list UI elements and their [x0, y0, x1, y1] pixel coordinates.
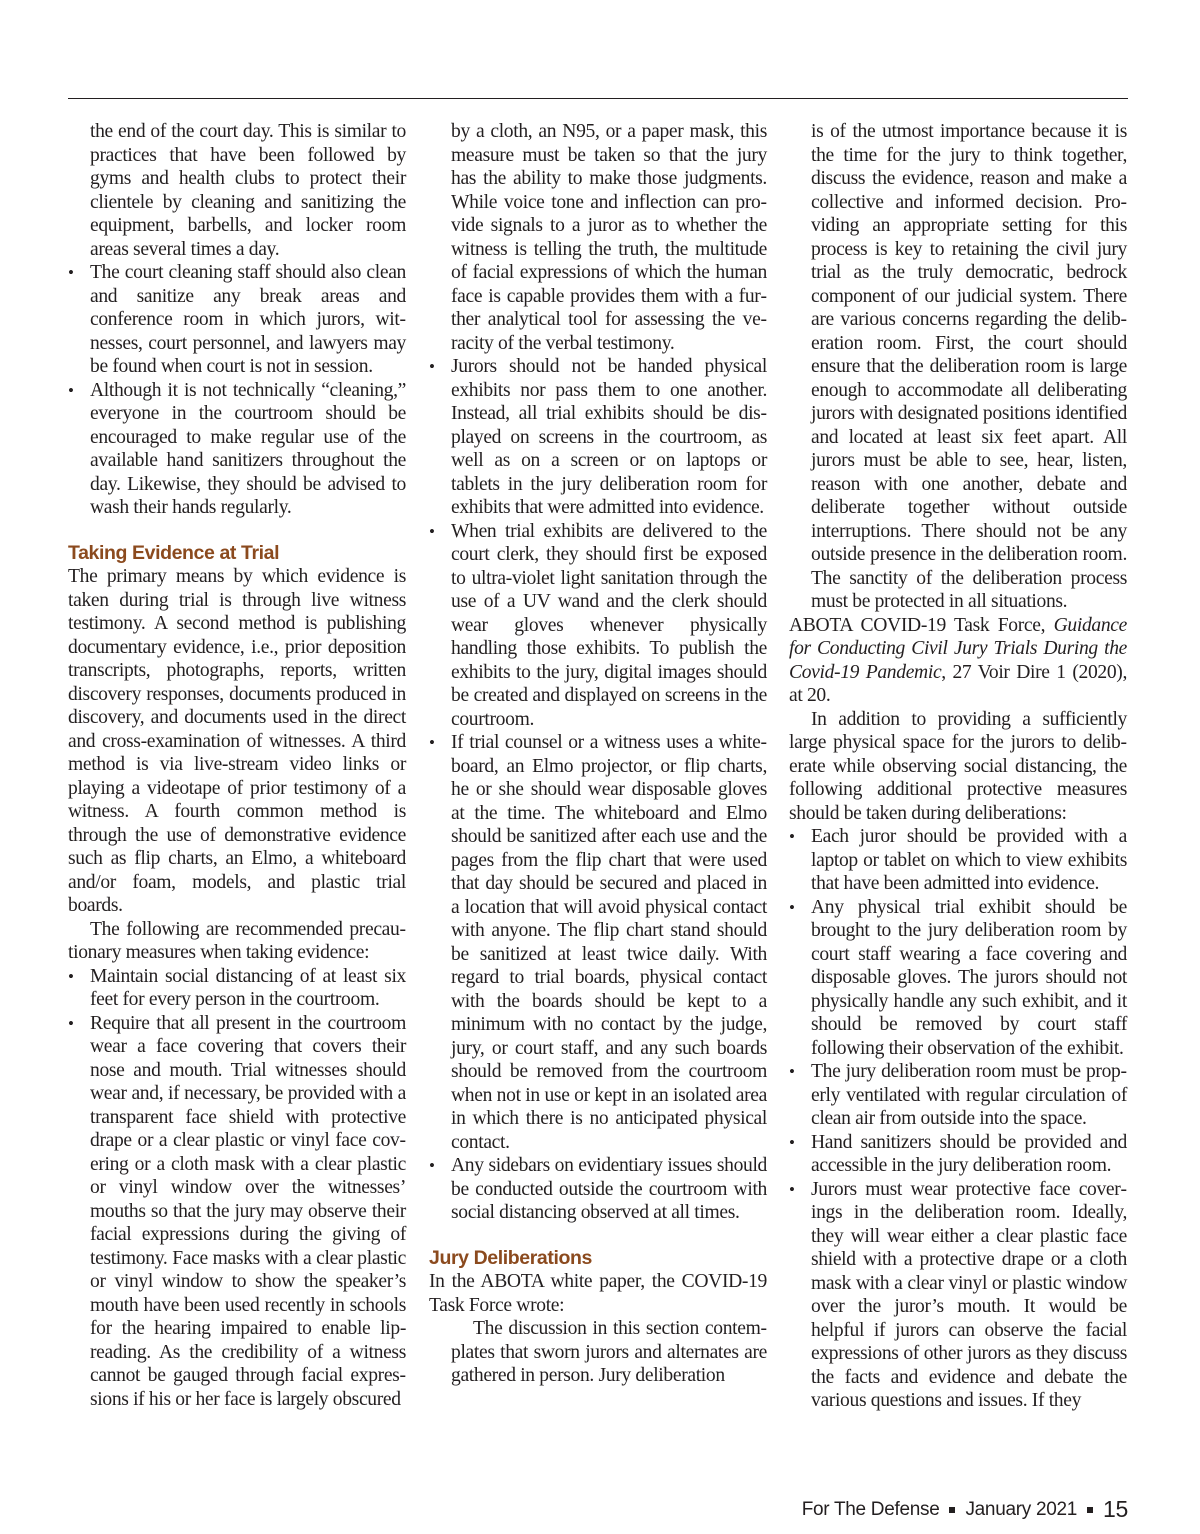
list-item: • The jury deliberation room must be properly ventilated with regular circulation of clean air from outside into the space. — [789, 1060, 1127, 1131]
issue-date: January 2021 — [965, 1498, 1078, 1520]
column-3 — [789, 120, 1127, 1413]
list-item: • Jurors should not be handed physical exhibits nor pass them to one another. Instead, all trial exhibits should be displayed on screens in the courtroom, as well as on a screen or on laptops or tablets in the jury deliberation room for exhibits that were admitted into evidence. — [429, 355, 767, 520]
citation — [789, 614, 1127, 708]
list-item: • Require that all present in the courtroom wear a face covering that covers their nose and mouth. Trial witnesses should wear and, if necessary, be provided with a transparent face shield with protective drape or a clear plastic or vinyl face covering or a cloth mask with a clear plastic or vinyl window over the witnesses’ mouths so that the jury may observe their facial expressions during the giving of testimony. Face masks with a clear plastic or vinyl window to show the speaker’s mouth have been used recently in schools for the hearing impaired to enable lip-reading. As the credibility of a witness cannot be gauged through facial expressions if his or her face is largely obscured — [68, 1012, 406, 1412]
header-rule — [68, 98, 1128, 99]
paragraph: The following are recommended precautionary measures when taking evidence: — [68, 918, 406, 963]
block-quote-continued: is of the utmost importance because it is the time for the jury to think together, discuss the evidence, reason and make a collective and informed decision. Providing an appropriate setting for this process is key to retaining the civil jury trial as the truly democratic, bedrock component of our judicial system. There are various concerns regarding the deliberation room. First, the court should ensure that the deliberation room is large enough to accommodate all deliberating jurors with designated positions identified and located at least six feet apart. All jurors must be able to see, hear, listen, reason with one another, debate and deliberate together without outside interruptions. There should not be any outside presence in the deliberation room. The sanctity of the deliberation process must be protected in all situations. — [811, 121, 1127, 612]
exhibit-bullet-list — [429, 355, 767, 1225]
separator-square-icon — [949, 1507, 955, 1513]
list-item: • Each juror should be provided with a laptop or tablet on which to view exhibits that have been admitted into evidence. — [789, 825, 1127, 896]
block-quote: The discussion in this section contemplates that sworn jurors and alternates are gathered in person. Jury deliberation — [451, 1318, 767, 1386]
list-item: • If trial counsel or a witness uses a whiteboard, an Elmo projector, or flip charts, he or she should wear disposable gloves at the time. The whiteboard and Elmo should be sanitized after each use and the pages from the flip chart that were used that day should be secured and placed in a location that will avoid physical contact with anyone. The flip chart stand should be sanitized at least twice daily. With regard to trial boards, physical contact with the boards should be kept to a minimum with no contact by the judge, jury, or court staff, and any such boards should be removed from the courtroom when not in use or kept in an isolated area in which there is no anticipated physical contact. — [429, 731, 767, 1154]
list-item: • The court cleaning staff should also clean and sanitize any break areas and conference room in which jurors, witnesses, court personnel, and lawyers may be found when court is not in session. — [68, 261, 406, 379]
list-item: • Any sidebars on evidentiary issues should be conducted outside the courtroom with social distancing observed at all times. — [429, 1154, 767, 1225]
continued-bullet-text: by a cloth, an N95, or a paper mask, this measure must be taken so that the jury has the ability to make those judgments. While voice tone and inflection can provide signals to a juror as to whether the witness is telling the truth, the multitude of facial expressions of which the human face is capable provides them with a further analytical tool for assessing the veracity of the verbal testimony. — [451, 121, 767, 354]
deliberation-bullet-list — [789, 825, 1127, 1413]
cleaning-bullet-list — [68, 261, 406, 520]
citation-author: ABOTA COVID-19 Task Force, — [789, 614, 1054, 636]
continued-bullet-text: the end of the court day. This is similar to practices that have been followed by gyms and health clubs to protect their clientele by cleaning and sanitizing the equipment, barbells, and locker room areas several times a day. — [90, 121, 406, 260]
page-number: 15 — [1103, 1496, 1128, 1522]
section-heading-jury-deliberations: Jury Deliberations — [429, 1246, 592, 1269]
column-2 — [429, 120, 767, 1388]
citation-title: Guidance for Conducting Civil Jury Trials During the Covid-19 Pandemic — [789, 614, 1127, 683]
paragraph: In addition to providing a sufficiently large physical space for the jurors to deliberate while observing social distancing, the following additional protective measures should be taken during deliberations: — [789, 708, 1127, 824]
separator-square-icon — [1087, 1507, 1093, 1513]
citation-source: , 27 Voir Dire 1 (2020), at 20. — [789, 661, 1128, 706]
evidence-bullet-list — [68, 965, 406, 1412]
paragraph: In the ABOTA white paper, the COVID-19 Task Force wrote: — [429, 1271, 767, 1316]
page-footer — [802, 1496, 1128, 1523]
list-item: • Although it is not technically “cleaning,” everyone in the courtroom should be encouraged to make regular use of the available hand sanitizers throughout the day. Likewise, they should be advised to wash their hands regularly. — [68, 379, 406, 520]
column-1 — [68, 120, 406, 1411]
paragraph: The primary means by which evidence is taken during trial is through live witness testimony. A second method is publishing documentary evidence, i.e., prior deposition transcripts, photographs, reports, written discovery responses, documents produced in discovery, and documents used in the direct and cross-examination of witnesses. A third method is via live-stream video links or playing a videotape of prior testimony of a witness. A fourth common method is through the use of demonstrative evidence such as flip charts, an Elmo, a whiteboard and/or foam, models, and plastic trial boards. — [68, 566, 406, 916]
section-heading-taking-evidence: Taking Evidence at Trial — [68, 541, 280, 564]
list-item: • Any physical trial exhibit should be brought to the jury deliberation room by court staff wearing a face covering and disposable gloves. The jurors should not physically handle any such exhibit, and it should be removed by court staff following their observation of the exhibit. — [789, 896, 1127, 1061]
list-item: • When trial exhibits are delivered to the court clerk, they should first be exposed to ultra-violet light sanitation through the use of a UV wand and the clerk should wear gloves whenever physically handling those exhibits. To publish the exhibits to the jury, digital images should be created and displayed on screens in the courtroom. — [429, 520, 767, 732]
publication-name: For The Defense — [801, 1498, 940, 1520]
list-item: • Hand sanitizers should be provided and accessible in the jury deliberation room. — [789, 1131, 1127, 1178]
list-item: • Maintain social distancing of at least six feet for every person in the courtroom. — [68, 965, 406, 1012]
list-item: • Jurors must wear protective face coverings in the deliberation room. Ideally, they will wear either a clear plastic face shield with a protective drape or a cloth mask with a clear vinyl or plastic window over the juror’s mouth. It would be helpful if jurors can observe the facial expressions of other jurors as they discuss the facts and evidence and debate the various questions and issues. If they — [789, 1178, 1127, 1413]
